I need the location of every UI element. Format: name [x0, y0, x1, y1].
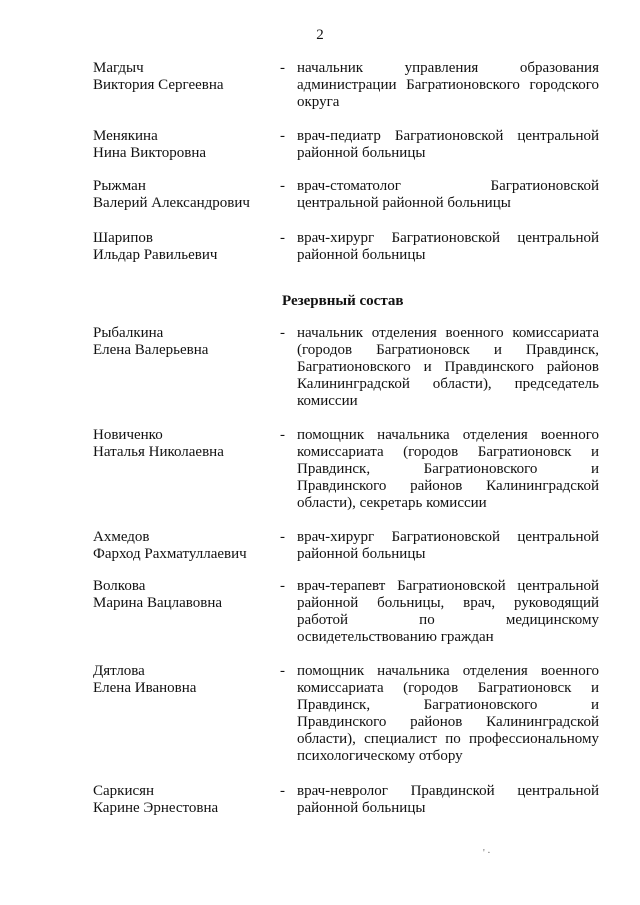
- role-line: районной больницы, врач, руководящий: [297, 595, 599, 611]
- member-name: [93, 60, 278, 94]
- page-number: 2: [316, 27, 324, 43]
- role-line: врач-стоматолог Багратионовской: [297, 178, 599, 194]
- role-line: области), специалист по профессиональному: [297, 731, 599, 747]
- role-line: центральной районной больницы: [297, 195, 511, 211]
- dash: -: [280, 783, 285, 799]
- role-line: Правдинск, Багратионовского и: [297, 461, 599, 477]
- member-name: [93, 128, 278, 162]
- member-role: [297, 178, 599, 212]
- member-role: [297, 60, 599, 111]
- role-line: администрации Багратионовского городского: [297, 77, 599, 93]
- member-given-names: Валерий Александрович: [93, 195, 250, 211]
- dash: -: [280, 230, 285, 246]
- role-line: районной больницы: [297, 800, 426, 816]
- role-line: комиссариата (городов Багратионовск и: [297, 680, 599, 696]
- role-line: начальник управления образования: [297, 60, 599, 76]
- member-surname: Менякина: [93, 128, 158, 144]
- role-line: врач-терапевт Багратионовской центральной: [297, 578, 599, 594]
- member-role: [297, 325, 599, 410]
- member-role: [297, 578, 599, 646]
- member-surname: Магдыч: [93, 60, 144, 76]
- scan-mark: ' ·: [483, 848, 491, 859]
- member-given-names: Марина Вацлавовна: [93, 595, 223, 611]
- role-line: комиссии: [297, 393, 358, 409]
- dash: -: [280, 60, 285, 76]
- role-line: Правдинского районов Калининградской: [297, 714, 599, 730]
- member-role: [297, 230, 599, 264]
- member-name: [93, 578, 278, 612]
- member-name: [93, 663, 278, 697]
- member-surname: Рыбалкина: [93, 325, 164, 341]
- member-surname: Волкова: [93, 578, 146, 594]
- dash: -: [280, 578, 285, 594]
- member-given-names: Наталья Николаевна: [93, 444, 224, 460]
- member-given-names: Нина Викторовна: [93, 145, 207, 161]
- member-surname: Новиченко: [93, 427, 163, 443]
- member-name: [93, 178, 278, 212]
- role-line: психологическому отбору: [297, 748, 463, 764]
- member-given-names: Виктория Сергеевна: [93, 77, 224, 93]
- role-line: (городов Багратионовск и Правдинск,: [297, 342, 599, 358]
- member-given-names: Карине Эрнестовна: [93, 800, 219, 816]
- role-line: Калининградской области), председатель: [297, 376, 599, 392]
- role-line: районной больницы: [297, 247, 426, 263]
- member-given-names: Елена Валерьевна: [93, 342, 209, 358]
- dash: -: [280, 178, 285, 194]
- member-surname: Шарипов: [93, 230, 153, 246]
- member-given-names: Ильдар Равильевич: [93, 247, 218, 263]
- member-name: [93, 230, 278, 264]
- member-surname: Дятлова: [93, 663, 145, 679]
- member-role: [297, 529, 599, 563]
- role-line: начальник отделения военного комиссариата: [297, 325, 599, 341]
- member-name: [93, 783, 278, 817]
- dash: -: [280, 427, 285, 443]
- reserve-section-heading: Резервный состав: [282, 293, 404, 309]
- role-line: работой по медицинскому: [297, 612, 599, 628]
- role-line: освидетельствованию граждан: [297, 629, 494, 645]
- member-name: [93, 325, 278, 359]
- member-name: [93, 529, 278, 563]
- member-role: [297, 427, 599, 512]
- member-role: [297, 663, 599, 765]
- member-surname: Ахмедов: [93, 529, 150, 545]
- dash: -: [280, 663, 285, 679]
- member-surname: Саркисян: [93, 783, 155, 799]
- member-given-names: Фарход Рахматуллаевич: [93, 546, 247, 562]
- role-line: врач-хирург Багратионовской центральной: [297, 529, 599, 545]
- member-role: [297, 783, 599, 817]
- role-line: врач-педиатр Багратионовской центральной: [297, 128, 599, 144]
- role-line: Багратионовского и Правдинского районов: [297, 359, 599, 375]
- role-line: помощник начальника отделения военного: [297, 427, 599, 443]
- role-line: районной больницы: [297, 546, 426, 562]
- dash: -: [280, 529, 285, 545]
- role-line: врач-хирург Багратионовской центральной: [297, 230, 599, 246]
- dash: -: [280, 325, 285, 341]
- member-name: [93, 427, 278, 461]
- role-line: районной больницы: [297, 145, 426, 161]
- role-line: Правдинск, Багратионовского и: [297, 697, 599, 713]
- role-line: области), секретарь комиссии: [297, 495, 487, 511]
- role-line: комиссариата (городов Багратионовск и: [297, 444, 599, 460]
- role-line: врач-невролог Правдинской центральной: [297, 783, 599, 799]
- member-given-names: Елена Ивановна: [93, 680, 197, 696]
- role-line: округа: [297, 94, 340, 110]
- member-surname: Рыжман: [93, 178, 146, 194]
- dash: -: [280, 128, 285, 144]
- role-line: Правдинского районов Калининградской: [297, 478, 599, 494]
- member-role: [297, 128, 599, 162]
- role-line: помощник начальника отделения военного: [297, 663, 599, 679]
